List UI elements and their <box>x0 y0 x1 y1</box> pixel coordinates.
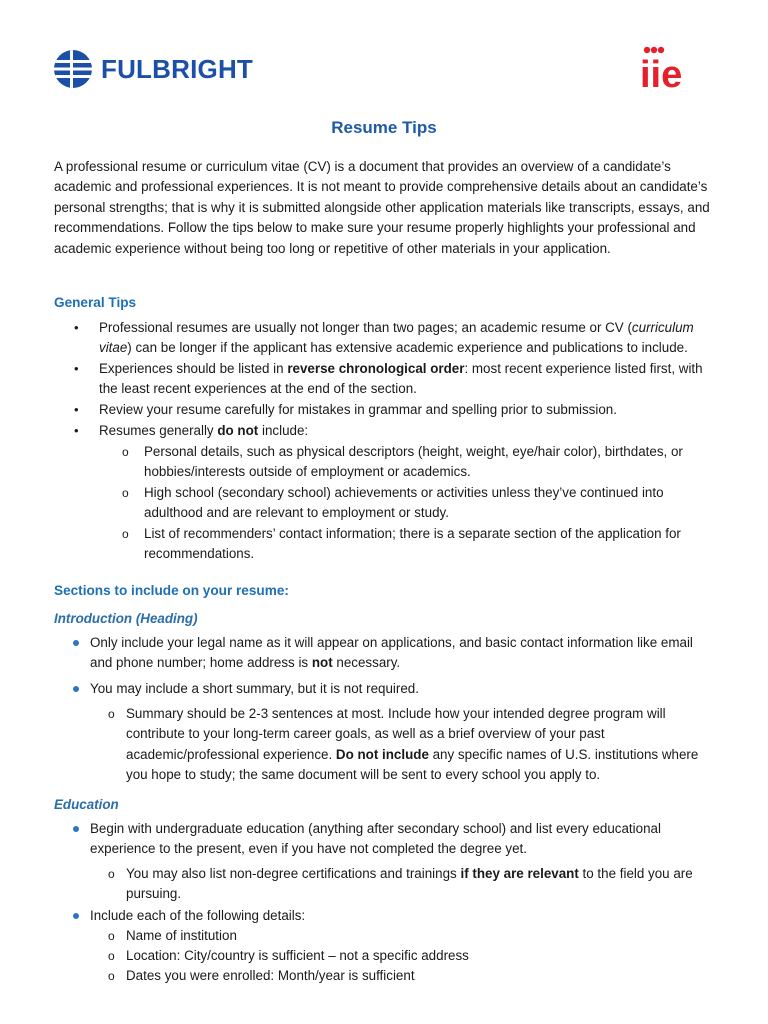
general-tips-heading: General Tips <box>54 295 137 310</box>
circle-bullet-icon: o <box>108 867 115 881</box>
list-item: • Review your resume carefully for mistakes in grammar and spelling prior to submission. <box>54 400 716 421</box>
circle-bullet-icon: o <box>122 527 129 541</box>
list-item: Begin with undergraduate education (anything after secondary school) and list every educational experience to the present, even if you have not completed the degree yet. <box>54 819 716 864</box>
circle-bullet-icon: o <box>122 445 129 459</box>
list-item: • Experiences should be listed in reverse chronological order: most recent experience listed first, with the least recent experiences at the end of the section. <box>74 361 703 397</box>
circle-bullet-icon: o <box>108 949 115 963</box>
circle-bullet-icon: o <box>108 969 115 983</box>
bullet-icon: • <box>74 361 79 376</box>
list-item: Only include your legal name as it will appear on applications, and basic contact information like email and phone number; home address is not necessary. <box>54 633 716 679</box>
circle-bullet-icon: o <box>108 707 115 721</box>
fulbright-logo <box>53 49 253 89</box>
circle-bullet-icon: o <box>122 486 129 500</box>
circle-bullet-icon: o <box>108 929 115 943</box>
sub-list-item: o List of recommenders’ contact information; there is a separate section of the application for recommendations. <box>122 526 681 562</box>
bullet-icon: • <box>74 320 79 335</box>
bullet-icon: • <box>74 423 79 438</box>
bullet-icon <box>73 686 79 692</box>
bullet-icon <box>73 640 79 646</box>
sub-list-item: o You may also list non-degree certifications and trainings if they are relevant to the field you are pursuing. <box>108 866 693 902</box>
iie-wordmark: iie <box>640 54 683 90</box>
education-list <box>54 819 716 986</box>
sub-list-item: o Name of institution <box>54 926 716 946</box>
education-heading: Education <box>54 797 119 812</box>
page-title: Resume Tips <box>331 118 437 137</box>
introduction-list <box>54 633 716 786</box>
fulbright-globe-icon <box>53 49 93 89</box>
general-tips-list <box>54 318 716 565</box>
iie-logo <box>640 44 700 90</box>
introduction-heading: Introduction (Heading) <box>54 611 198 626</box>
intro-paragraph: A professional resume or curriculum vitae (CV) is a document that provides an overview of a candidate’s academic and professional experiences. It is not meant to provide comprehensive details about an candidate’s personal strengths; that is why it is submitted alongside other application materials like transcripts, essays, and recommendations. Follow the tips below to make sure your resume properly highlights your professional and academic experience without being too long or repetitive of other materials in your application. <box>54 159 710 256</box>
sub-list-item: o High school (secondary school) achievements or activities unless they’ve continued into adulthood and are relevant to employment or study. <box>122 485 664 521</box>
sub-list-item: o Location: City/country is sufficient – not a specific address <box>54 946 716 966</box>
list-item: • Professional resumes are usually not longer than two pages; an academic resume or CV (curriculum vitae) can be longer if the applicant has extensive academic experience and publications to include. <box>74 320 694 356</box>
bullet-icon: • <box>74 402 79 417</box>
list-item: You may include a short summary, but it is not required. <box>54 679 716 704</box>
sections-heading: Sections to include on your resume: <box>54 583 289 598</box>
list-item: • Resumes generally do not include: <box>54 421 716 442</box>
sub-list-item: o Summary should be 2-3 sentences at most. Include how your intended degree program will contribute to your long-term career goals, as well as a brief overview of your past academic/professional experience. Do not include any specific names of U.S. institutions where you hope to study; the same document will be sent to every school you apply to. <box>108 706 699 783</box>
sub-list-item: o Dates you were enrolled: Month/year is sufficient <box>54 966 716 986</box>
bullet-icon <box>73 913 79 919</box>
bullet-icon <box>73 826 79 832</box>
sub-list-item: o Personal details, such as physical descriptors (height, weight, eye/hair color), birthdates, or hobbies/interests outside of employment or academics. <box>122 444 683 480</box>
list-item: Include each of the following details: <box>54 906 716 926</box>
fulbright-wordmark: FULBRIGHT <box>101 53 253 84</box>
